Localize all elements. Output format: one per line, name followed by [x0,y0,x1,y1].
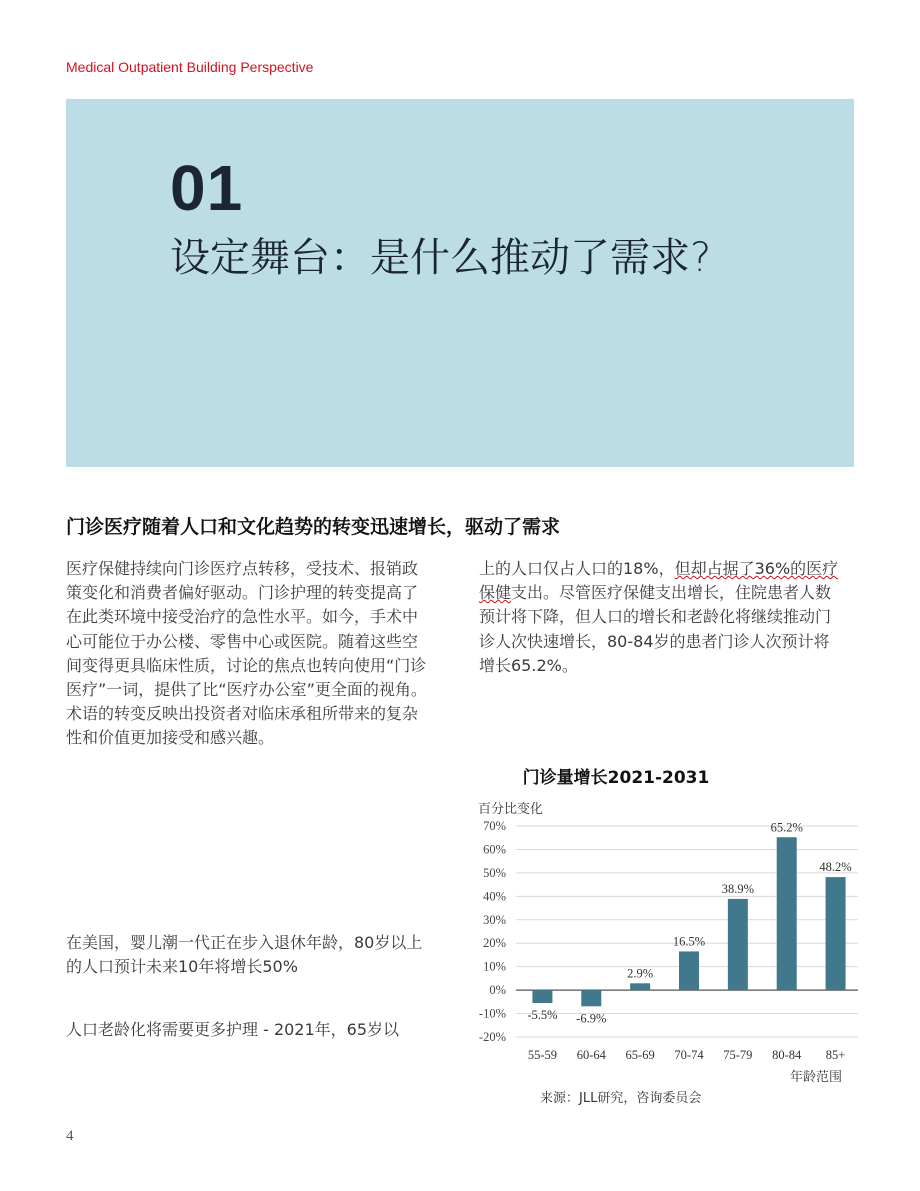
y-tick-label: 30% [483,912,506,927]
chart-source-note: 来源：JLL研究，咨询委员会 [540,1091,702,1106]
chart-x-axis-label: 年龄范围 [790,1070,843,1085]
x-tick-label: 70-74 [674,1048,704,1062]
body-paragraph-3: 在美国，婴儿潮一代正在步入退休年龄，80岁以上的人口预计未来10年将增长50% [66,933,423,977]
y-tick-label: 60% [483,842,506,857]
y-tick-label: 0% [489,983,506,998]
data-label: -6.9% [576,1011,607,1026]
y-tick-label: 40% [483,889,506,904]
bar [826,877,846,990]
data-label: 16.5% [672,934,706,949]
x-tick-label: 75-79 [723,1048,753,1062]
x-tick-label: 85+ [825,1048,846,1062]
section-title: 设定舞台：是什么推动了需求? [170,235,712,281]
paragraph-2-rest: 支出。尽管医疗保健支出增长，住院患者人数预计将下降，但人口的增长和老龄化将继续推动门诊人次快速增长，80-84岁的患者门诊人次预计将增长65.2%。 [479,583,832,675]
y-tick-label: 50% [483,865,506,880]
bar [679,951,699,990]
data-label: 38.9% [721,881,755,896]
bar [532,990,552,1003]
y-tick-label: -20% [478,1030,506,1044]
body-paragraph-1: 医疗保健持续向门诊医疗点转移，受技术、报销政策变化和消费者偏好驱动。门诊护理的转变提高了在此类环境中接受治疗的急性水平。如今，手术中心可能位于办公楼、零售中心或医院。随着这些空间变得更具临床性质，讨论的焦点也转向使用“门诊医疗”一词，提供了比“医疗办公室”更全面的视角。术语的转变反映出投资者对临床承租所带来的复杂性和价值更加接受和感兴趣。 [66,559,427,748]
chart-y-axis-label: 百分比变化 [478,802,544,817]
bar [728,899,748,990]
bar [777,837,797,990]
x-tick-label: 80-84 [772,1048,802,1062]
bar-chart [470,812,870,1072]
x-tick-label: 60-64 [576,1048,606,1062]
y-tick-label: 10% [483,959,506,974]
y-tick-label: 20% [483,936,506,951]
y-tick-label: -10% [478,1006,506,1021]
bar [581,990,601,1006]
data-label: 48.2% [819,860,852,875]
section-banner [66,99,854,467]
underlined-phrase: 但却占据了36%的医疗保健 [479,559,839,603]
paragraph-2-lead: 上的人口仅占人口的18%， [479,559,675,578]
body-paragraph-2 [479,557,839,678]
running-header: Medical Outpatient Building Perspective [66,59,314,75]
data-label: -5.5% [527,1008,558,1023]
y-tick-label: 70% [483,819,506,833]
chart-title: 门诊量增长2021-2031 [522,768,710,788]
x-tick-label: 55-59 [527,1048,558,1062]
bar [630,983,650,990]
body-paragraph-4: 人口老龄化将需要更多护理 - 2021年，65岁以 [66,1020,400,1039]
data-label: 65.2% [770,820,803,835]
data-label: 2.9% [627,966,654,981]
section-heading: 门诊医疗随着人口和文化趋势的转变迅速增长，驱动了需求 [66,516,561,538]
x-tick-label: 65-69 [625,1048,655,1062]
page-number: 4 [66,1128,74,1144]
section-number: 01 [170,152,244,224]
